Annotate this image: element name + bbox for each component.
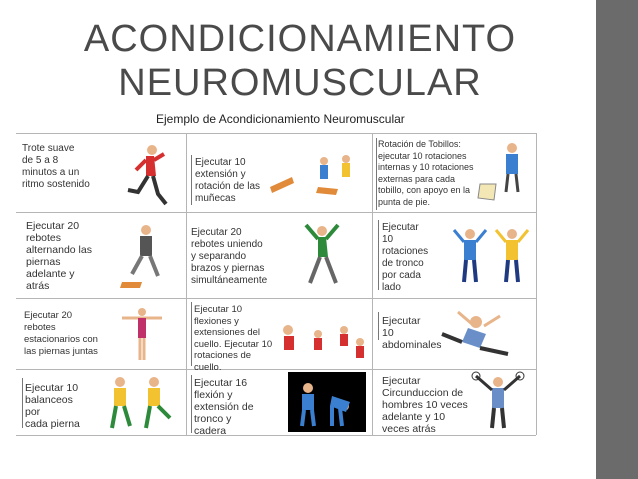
cell-border <box>376 138 377 210</box>
exercise-text: Ejecutar 20 rebotes alternando las piernas adelante y atrás <box>26 220 92 292</box>
jumping-jack-figure-image <box>292 217 356 295</box>
exercise-text: Ejecutar 10 balanceos por cada pierna <box>25 382 80 430</box>
grid-line <box>16 435 536 436</box>
table-caption: Ejemplo de Acondicionamiento Neuromuscular <box>156 112 405 126</box>
cell-border <box>378 312 379 340</box>
neck-movement-figures-image <box>278 320 370 366</box>
slide-sidebar <box>596 0 638 479</box>
leg-swing-figures-image <box>100 372 180 434</box>
cell-border <box>378 220 379 290</box>
exercise-text: Rotación de Tobillos: ejecutar 10 rotaciones internas y 10 rotaciones externas para cada tobillo, con apoyo en la punta de pie. <box>378 139 474 207</box>
abdominal-figure-image <box>428 304 532 364</box>
grid-line <box>16 298 536 299</box>
exercise-text: Ejecutar 16 flexión y extensión de tronco y cadera <box>194 377 254 437</box>
jogging-figure-image <box>120 140 172 210</box>
exercise-text: Ejecutar 10 extensión y rotación de las muñecas <box>195 157 261 204</box>
stationary-bounce-figure-image <box>118 302 168 366</box>
bounce-alternating-figure-image <box>112 220 182 295</box>
trunk-rotation-figures-image <box>452 220 536 290</box>
trunk-flexion-figures-image <box>288 372 366 432</box>
exercise-text: Ejecutar 10 rotaciones de tronco por cada lado <box>382 222 429 293</box>
exercise-text: Ejecutar 10 flexiones y extensiones del cuello. Ejecutar 10 rotaciones de cuello. <box>194 304 273 373</box>
wrist-rotation-figures-image <box>262 147 362 202</box>
grid-line <box>16 212 536 213</box>
grid-line <box>536 133 537 435</box>
cell-border <box>22 378 23 428</box>
grid-line <box>372 133 373 435</box>
ankle-rotation-figure-image <box>472 140 532 210</box>
grid-line <box>186 133 187 435</box>
slide-title-line1: ACONDICIONAMIENTO <box>83 18 517 60</box>
exercise-text: Ejecutar 10 abdominales <box>382 315 442 351</box>
slide-title-line2: NEUROMUSCULAR <box>118 62 482 104</box>
shoulder-circumduction-figure-image <box>468 370 530 432</box>
grid-line <box>16 133 536 134</box>
exercise-text: Trote suave de 5 a 8 minutos a un ritmo sostenido <box>22 143 90 190</box>
cell-border <box>191 302 192 366</box>
exercise-text: Ejecutar Circunduccion de hombres 10 veces adelante y 10 veces atrás <box>382 375 468 435</box>
exercise-text: Ejecutar 20 rebotes estacionarios con las piernas juntas <box>24 310 98 357</box>
exercise-text: Ejecutar 20 rebotes uniendo y separando brazos y piernas simultáneamente <box>191 227 268 286</box>
cell-border <box>191 375 192 433</box>
cell-border <box>191 155 192 205</box>
